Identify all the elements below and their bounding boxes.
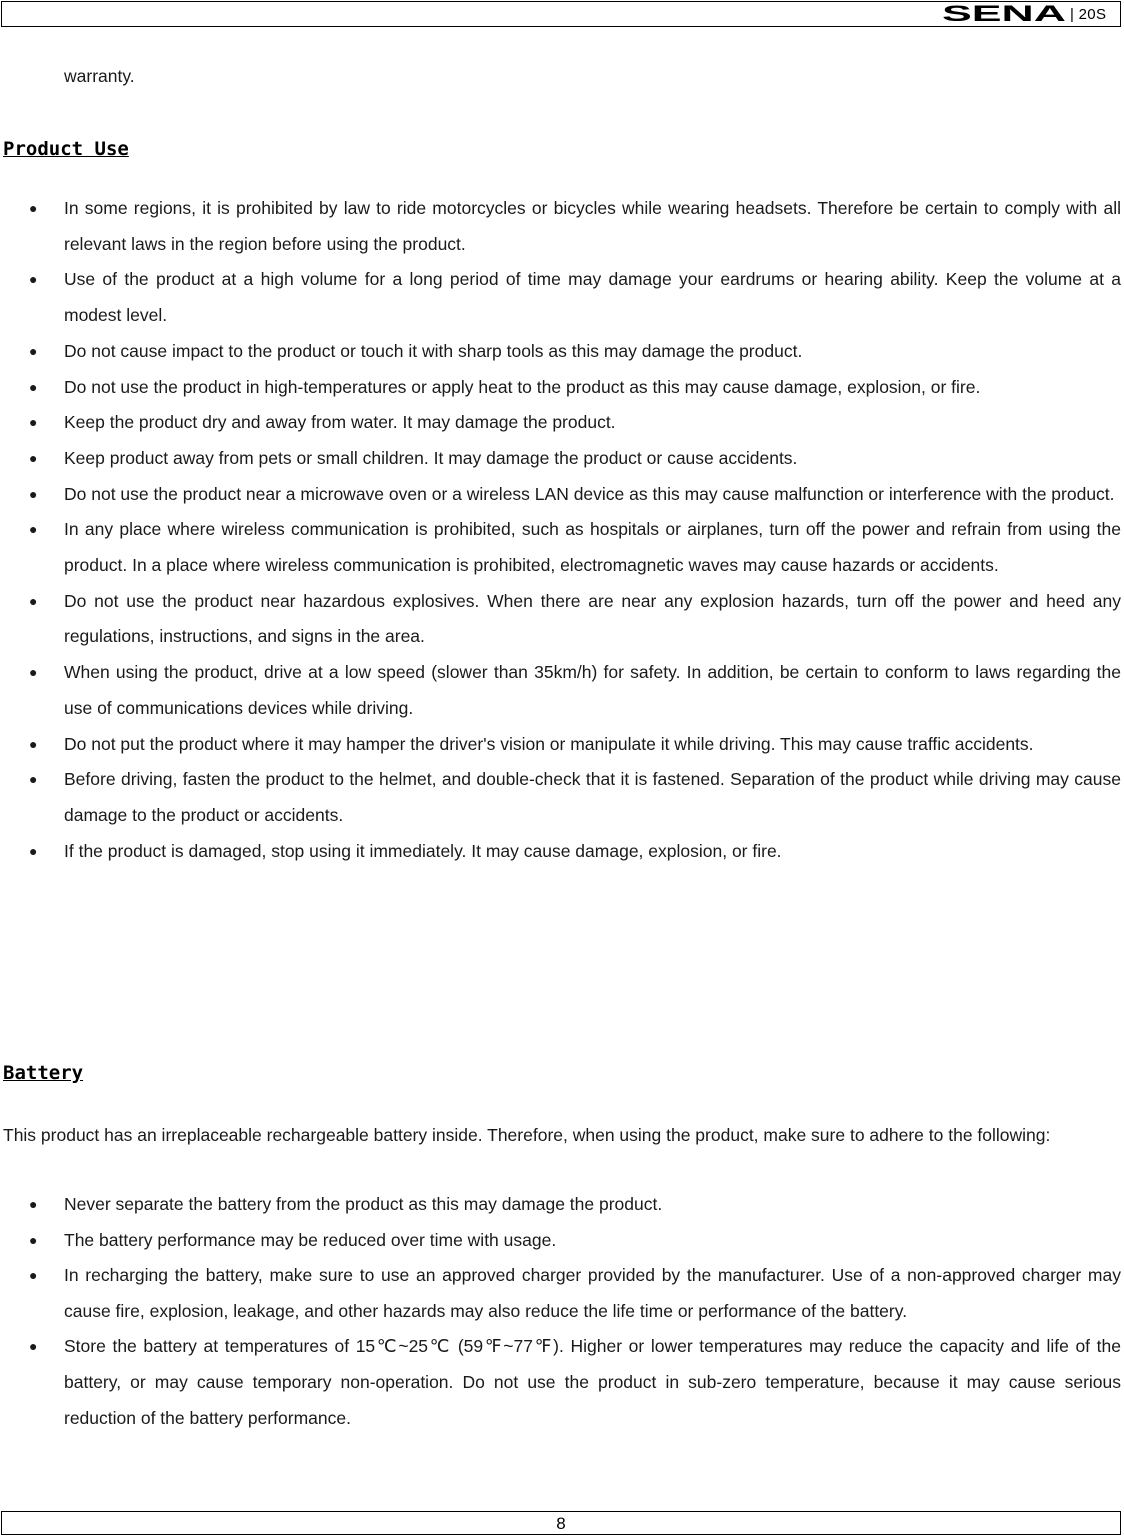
bullet-icon: ● [29,1338,38,1355]
product-use-list [29,191,1121,869]
list-item: ● Keep product away from pets or small children. It may damage the product or cause accidents. [64,441,1121,477]
bullet-icon: ● [29,1267,38,1284]
list-item: ● Do not put the product where it may hamper the driver's vision or manipulate it while driving. This may cause traffic accidents. [64,727,1121,763]
list-item: ● In any place where wireless communication is prohibited, such as hospitals or airplanes, turn off the power and refrain from using the product. In a place where wireless communication is prohibited, electromagnetic waves may cause hazards or accidents. [64,512,1121,583]
bullet-icon: ● [29,200,38,216]
list-item: ● In some regions, it is prohibited by law to ride motorcycles or bicycles while wearing headsets. Therefore be certain to comply with all relevant laws in the region before using the product. [64,191,1121,262]
bullet-icon: ● [29,592,38,609]
bullet-icon: ● [29,664,38,681]
bullet-icon: ● [29,771,38,788]
battery-list [29,1187,1121,1436]
battery-intro: This product has an irreplaceable rechargeable battery inside. Therefore, when using the product, make sure to adhere to the following: [3,1125,1051,1145]
bullet-icon: ● [29,378,38,395]
list-item: ● Do not use the product near a microwave oven or a wireless LAN device as this may cause malfunction or interference with the product. [64,477,1121,513]
bullet-icon: ● [29,449,38,466]
list-item: ● If the product is damaged, stop using it immediately. It may cause damage, explosion, or fire. [64,834,1121,870]
bullet-icon: ● [29,521,38,538]
list-item: ● In recharging the battery, make sure to use an approved charger provided by the manufacturer. Use of a non-approved charger may cause fire, explosion, leakage, and other hazards may also reduce the life time or performance of the battery. [64,1258,1121,1329]
page-number: 8 [556,1514,566,1533]
battery-heading: Battery [3,1062,84,1084]
list-item: ● Never separate the battery from the product as this may damage the product. [64,1187,1121,1223]
list-item: ● Keep the product dry and away from water. It may damage the product. [64,405,1121,441]
list-item: ● Use of the product at a high volume for a long period of time may damage your eardrums or hearing ability. Keep the volume at a modest level. [64,262,1121,333]
bullet-icon: ● [29,342,38,359]
bullet-icon: ● [29,1196,38,1212]
bullet-icon: ● [29,271,38,288]
model-name: | 20S [1070,6,1107,23]
bullet-icon: ● [29,842,38,859]
bullet-icon: ● [29,414,38,431]
bullet-icon: ● [29,485,38,502]
list-item: ● Store the battery at temperatures of 15℃~25℃ (59℉~77℉). Higher or lower temperatures may reduce the capacity and life of the battery, or may cause temporary non-operation. Do not use the product in sub-zero temperature, because it may cause serious reduction of the battery performance. [64,1329,1121,1436]
bullet-icon: ● [29,1231,38,1248]
continuation-text: warranty. [64,66,135,86]
list-item: ● Before driving, fasten the product to the helmet, and double-check that it is fastened. Separation of the product while driving may cause damage to the product or accidents. [64,762,1121,833]
page-footer [1,1511,1121,1535]
list-item: ● Do not cause impact to the product or touch it with sharp tools as this may damage the product. [64,334,1121,370]
page-header [1,1,1121,27]
product-use-heading: Product Use [3,138,129,160]
svg-text:SENA: SENA [942,4,1067,22]
sena-logo [942,4,1068,22]
list-item: ● Do not use the product near hazardous explosives. When there are near any explosion hazards, turn off the power and heed any regulations, instructions, and signs in the area. [64,584,1121,655]
bullet-icon: ● [29,735,38,752]
list-item: ● Do not use the product in high-temperatures or apply heat to the product as this may cause damage, explosion, or fire. [64,370,1121,406]
list-item: ● When using the product, drive at a low speed (slower than 35km/h) for safety. In addition, be certain to conform to laws regarding the use of communications devices while driving. [64,655,1121,726]
list-item: ● The battery performance may be reduced over time with usage. [64,1223,1121,1259]
